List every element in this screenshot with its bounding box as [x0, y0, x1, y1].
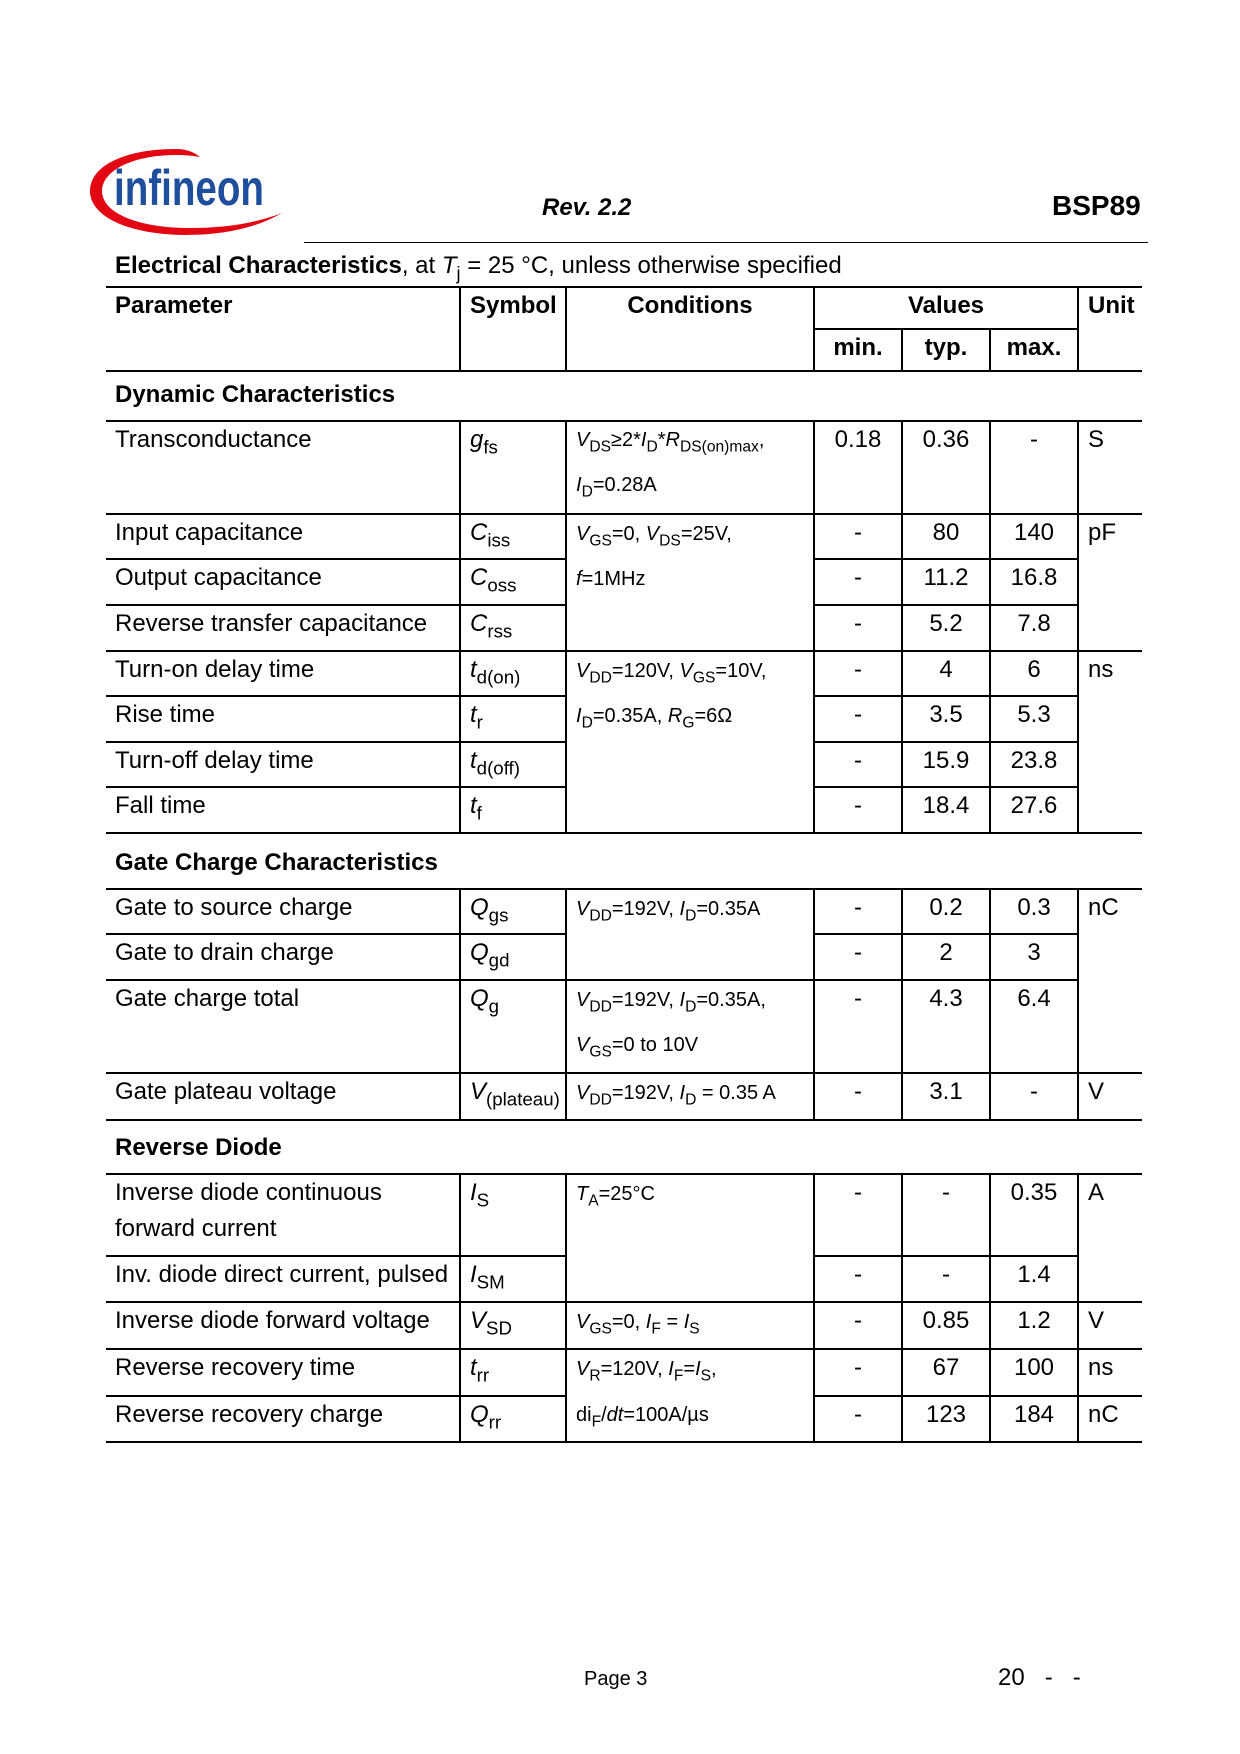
table-row: Inverse diode forward voltage $V_{SD}$ $V_{GS}=0$, $I_F = I_S$ - 0.85 1.2 V [106, 1302, 1142, 1349]
col-header-parameter: Parameter [106, 287, 460, 371]
infineon-logo [86, 143, 296, 243]
header-divider [304, 242, 1148, 243]
table-row: Gate plateau voltage $V_{(plateau)}$ $V_{DD}=192V$, $I_D = 0.35$ A - 3.1 - V [106, 1073, 1142, 1120]
table-title: Electrical Characteristics, at $T_j = 25$ °C, unless otherwise specified [115, 252, 842, 284]
electrical-characteristics-table [106, 286, 1142, 1443]
revision: Rev. 2.2 [542, 194, 632, 221]
col-header-typ: typ. [902, 329, 990, 371]
table-row: Input capacitance $C_{iss}$ $V_{GS}=0$, $V_{DS}=25V$, f=1MHz - 80 140 pF [106, 514, 1142, 560]
col-header-min: min. [814, 329, 902, 371]
table-row: Gate charge total $Q_g$ $V_{DD}=192V$, $I_D=0.35A$, $V_{GS}=0$ to 10V - 4.3 6.4 [106, 980, 1142, 1073]
table-row: Transconductance $g_{fs}$ $V_{DS}\ge 2*I_D*R_{DS(on)max}$, $I_D=0.28A$ 0.18 0.36 - S [106, 421, 1142, 514]
table-row: Output capacitance $C_{oss}$ - 11.2 16.8 [106, 559, 1142, 605]
col-header-unit: Unit [1078, 287, 1142, 371]
footer-date: 20 - - [998, 1664, 1081, 1691]
part-number: BSP89 [1052, 190, 1141, 221]
section-reverse-diode: Reverse Diode [106, 1120, 1142, 1174]
section-dynamic: Dynamic Characteristics [106, 371, 1142, 421]
table-row: Reverse recovery time $t_{rr}$ $V_R=120V$, $I_F=I_S$, $di_F/dt=100A/\mu s$ - 67 100 ns [106, 1349, 1142, 1395]
table-row: Reverse recovery charge $Q_{rr}$ - 123 184 nC [106, 1396, 1142, 1442]
svg-text:infineon: infineon [114, 160, 264, 216]
table-row: Rise time $t_r$ - 3.5 5.3 [106, 696, 1142, 742]
table-row: Turn-off delay time $t_{d(off)}$ - 15.9 23.8 [106, 742, 1142, 788]
table-row: Turn-on delay time $t_{d(on)}$ $V_{DD}=120V$, $V_{GS}=10V$, $I_D=0.35A$, $R_G=6\Omega$ - 4 6 ns [106, 651, 1142, 697]
page-number: Page 3 [584, 1668, 648, 1690]
table-row: Inverse diode continuous forward current $I_S$ $T_A=25^\circ C$ - - 0.35 A [106, 1174, 1142, 1256]
table-header-row [106, 287, 1142, 329]
table-row: Fall time $t_f$ - 18.4 27.6 [106, 787, 1142, 833]
table-row: Inv. diode direct current, pulsed $I_{SM}$ - - 1.4 [106, 1256, 1142, 1302]
section-gate-charge: Gate Charge Characteristics [106, 833, 1142, 889]
table-row: Gate to drain charge $Q_{gd}$ - 2 3 [106, 934, 1142, 980]
col-header-conditions: Conditions [566, 287, 814, 371]
table-row: Gate to source charge $Q_{gs}$ $V_{DD}=192V$, $I_D=0.35A$ - 0.2 0.3 nC [106, 889, 1142, 935]
col-header-symbol: Symbol [460, 287, 566, 371]
table-row: Reverse transfer capacitance $C_{rss}$ - 5.2 7.8 [106, 605, 1142, 651]
col-header-values: Values [814, 287, 1078, 329]
col-header-max: max. [990, 329, 1078, 371]
